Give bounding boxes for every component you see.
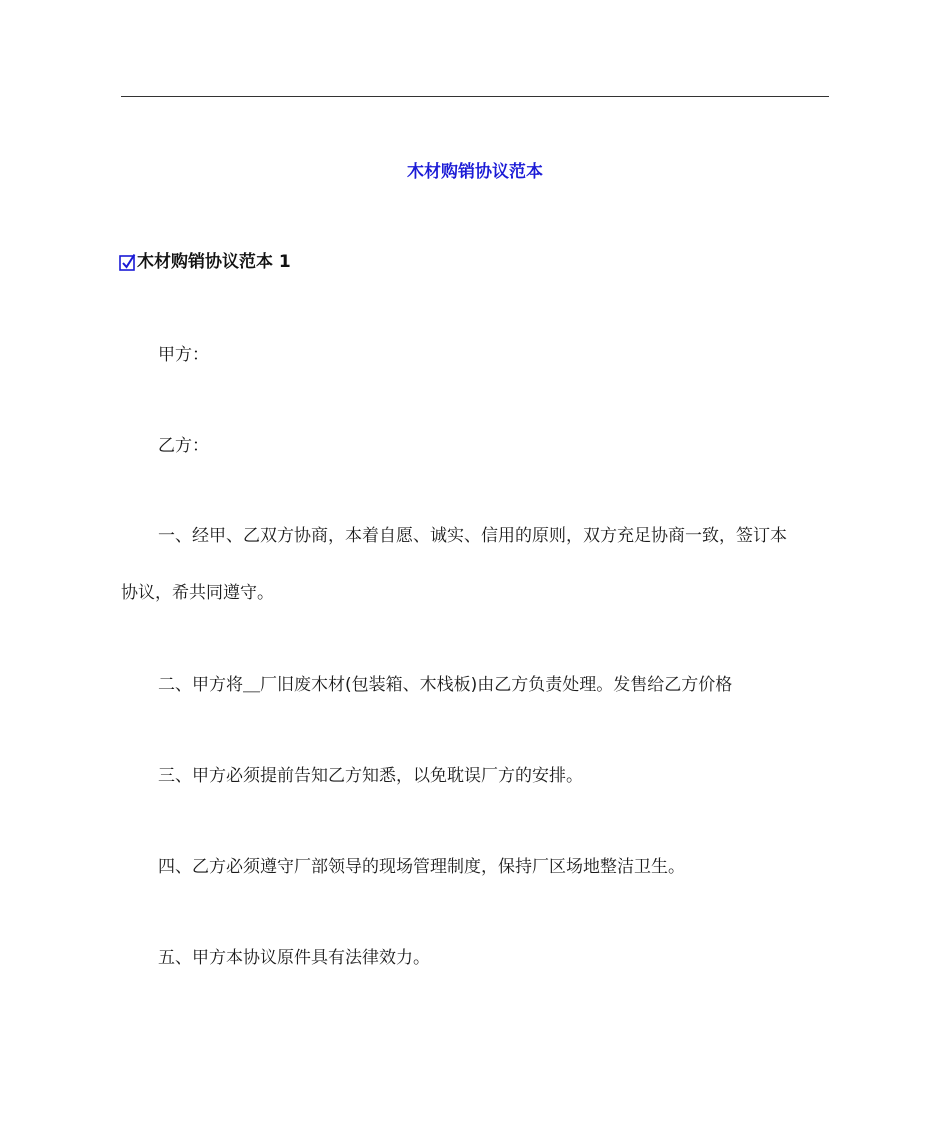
header-rule [121,96,829,97]
clause-2: 二、甲方将＿厂旧废木材(包装箱、木栈板)由乙方负责处理。发售给乙方价格 [158,675,733,695]
document-title: 木材购销协议范本 [407,162,543,182]
section-heading-text: 木材购销协议范本 1 [137,252,291,272]
party-a-label: 甲方： [158,345,209,365]
party-b-label: 乙方： [158,436,209,456]
section-heading [119,250,291,274]
clause-1-line-1: 一、经甲、乙双方协商，本着自愿、诚实、信用的原则，双方充足协商一致，签订本 [158,526,787,546]
clause-3: 三、甲方必须提前告知乙方知悉，以免耽误厂方的安排。 [158,766,583,786]
clause-5: 五、甲方本协议原件具有法律效力。 [158,948,430,968]
clause-4: 四、乙方必须遵守厂部领导的现场管理制度，保持厂区场地整洁卫生。 [158,857,685,877]
checked-box-icon [119,253,136,272]
clause-1-line-2: 协议，希共同遵守。 [121,583,274,603]
